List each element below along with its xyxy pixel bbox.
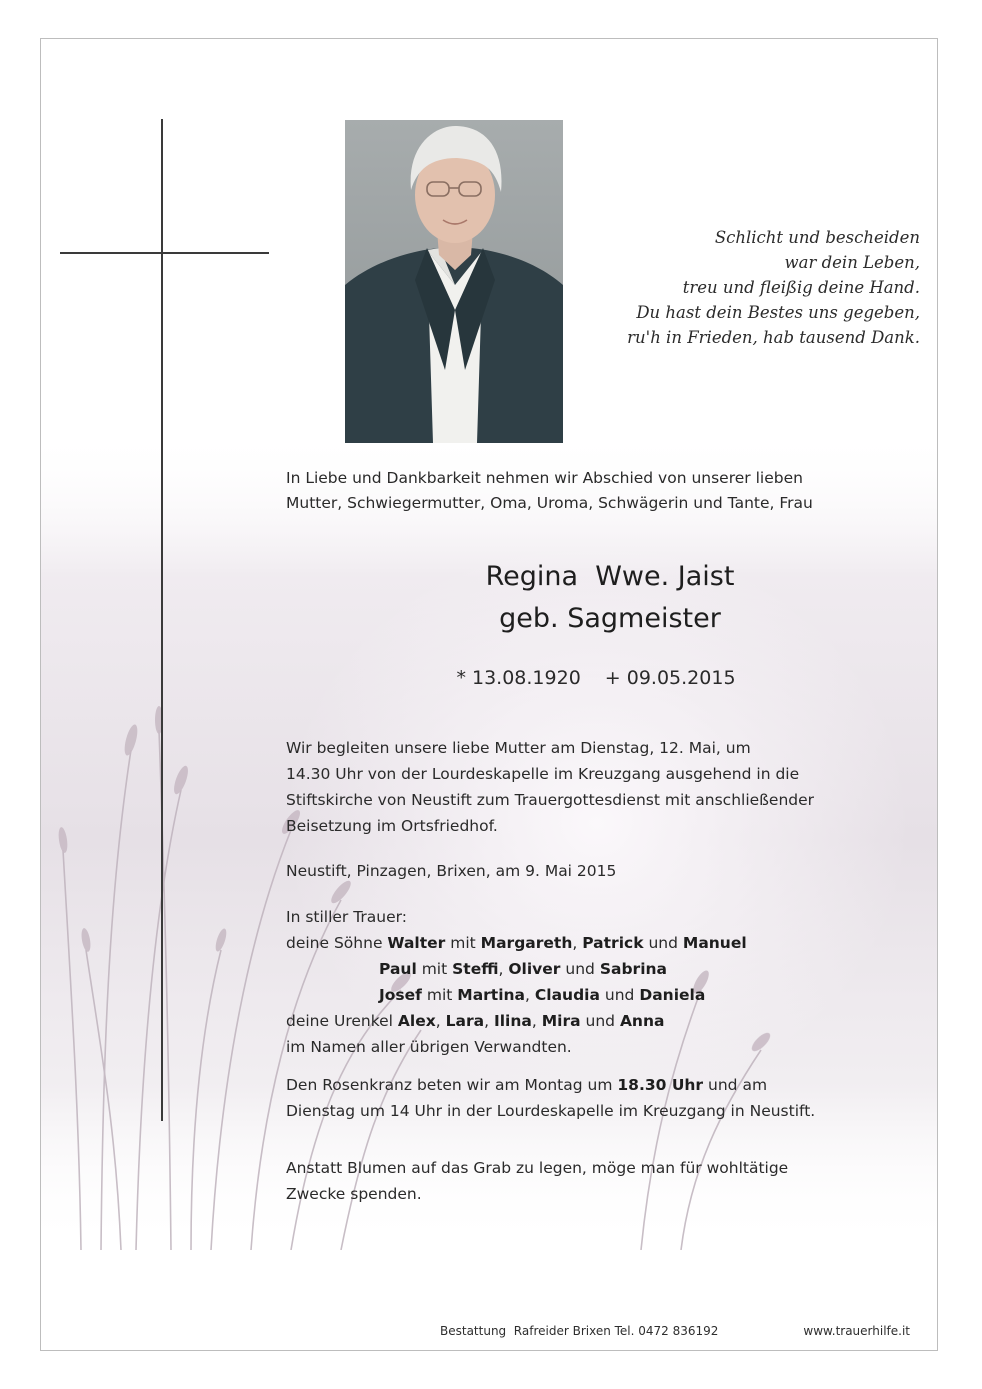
portrait-photo [345, 120, 563, 443]
footer [440, 1323, 910, 1339]
connector-text: und [565, 960, 595, 978]
life-dates [286, 664, 906, 692]
son-name: Paul [379, 960, 417, 978]
grandchild-name: Oliver [508, 960, 561, 978]
grandchild-name: Patrick [582, 934, 644, 952]
rosary-text: Den Rosenkranz beten wir am Montag um [286, 1076, 613, 1094]
grass-background-image [41, 430, 937, 1250]
connector-text: mit [426, 986, 453, 1004]
relatives-line: im Namen aller übrigen Verwandten. [286, 1038, 572, 1056]
intro-line: In Liebe und Dankbarkeit nehmen wir Abschied von unserer lieben [286, 469, 803, 487]
connector-text: und [604, 986, 635, 1004]
rosary-line-2: Dienstag um 14 Uhr in der Lourdeskapelle im Kreuzgang in Neustift. [286, 1102, 816, 1120]
rosary-time: 18.30 Uhr [617, 1076, 704, 1094]
grandchild-name: Daniela [639, 986, 706, 1004]
great-grandchild-name: Ilina [493, 1012, 532, 1030]
portrait-illustration [345, 120, 563, 443]
great-grandchild-name: Lara [445, 1012, 485, 1030]
sons-row-2: Paul mit Steffi, Oliver und Sabrina [379, 960, 667, 978]
mourners-heading: In stiller Trauer: [286, 908, 407, 926]
son-name: Walter [387, 934, 446, 952]
great-grandchild-name: Mira [541, 1012, 581, 1030]
funeral-line: Beisetzung im Ortsfriedhof. [286, 817, 498, 835]
son-name: Josef [379, 986, 422, 1004]
cross-horizontal-bar [60, 252, 269, 254]
poem-line: ru'h in Frieden, hab tausend Dank. [627, 328, 920, 347]
undertaker-info: Bestattung Rafreider Brixen Tel. 0472 836192 [440, 1324, 719, 1338]
connector-text: mit [450, 934, 476, 952]
poem-line: treu und fleißig deine Hand. [682, 278, 920, 297]
sons-row-3: Josef mit Martina, Claudia und Daniela [379, 986, 706, 1004]
partner-name: Margareth [480, 934, 573, 952]
sons-prefix: deine Söhne [286, 934, 383, 952]
grandchild-name: Manuel [682, 934, 747, 952]
great-grandchildren-row: deine Urenkel Alex, Lara, Ilina, Mira und Anna [286, 1012, 665, 1030]
farewell-intro [286, 466, 936, 516]
funeral-line: Stiftskirche von Neustift zum Trauergottesdienst mit anschließender [286, 791, 815, 809]
connector-text: und [585, 1012, 615, 1030]
poem-line: war dein Leben, [784, 253, 920, 272]
rosary-text: und am [708, 1076, 768, 1094]
mourners-list [286, 904, 936, 1060]
death-date: + 09.05.2015 [604, 667, 736, 689]
donation-line: Zwecke spenden. [286, 1185, 422, 1203]
place-date-line: Neustift, Pinzagen, Brixen, am 9. Mai 2015 [286, 862, 617, 880]
partner-name: Martina [457, 986, 526, 1004]
poem-line: Du hast dein Bestes uns gegeben, [636, 303, 920, 322]
funeral-announcement [286, 735, 936, 839]
birth-date: * 13.08.1920 [456, 667, 581, 689]
donation-request [286, 1155, 936, 1207]
deceased-name-block [300, 556, 920, 640]
website-link[interactable]: www.trauerhilfe.it [803, 1324, 910, 1338]
poem-verse [570, 225, 920, 350]
great-grandchild-name: Anna [619, 1012, 665, 1030]
funeral-line: 14.30 Uhr von der Lourdeskapelle im Kreuzgang ausgehend in die [286, 765, 800, 783]
deceased-name: Regina Wwe. Jaist [485, 561, 735, 592]
grandchild-name: Claudia [534, 986, 600, 1004]
connector-text: und [648, 934, 678, 952]
connector-text: mit [421, 960, 448, 978]
donation-line: Anstatt Blumen auf das Grab zu legen, möge man für wohltätige [286, 1159, 789, 1177]
sons-row-1: deine Söhne Walter mit Margareth, Patrick und Manuel [286, 934, 747, 952]
place-and-date [286, 858, 936, 884]
intro-line: Mutter, Schwiegermutter, Oma, Uroma, Schwägerin und Tante, Frau [286, 494, 813, 512]
rosary-line-1 [286, 1072, 936, 1098]
deceased-maiden-name: geb. Sagmeister [499, 603, 721, 634]
poem-line: Schlicht und bescheiden [714, 228, 920, 247]
grandchild-name: Sabrina [599, 960, 667, 978]
partner-name: Steffi [452, 960, 499, 978]
great-grandchildren-prefix: deine Urenkel [286, 1012, 393, 1030]
rosary-announcement [286, 1072, 936, 1124]
funeral-line: Wir begleiten unsere liebe Mutter am Dienstag, 12. Mai, um [286, 739, 751, 757]
cross-vertical-bar [161, 119, 163, 1121]
great-grandchild-name: Alex [397, 1012, 436, 1030]
